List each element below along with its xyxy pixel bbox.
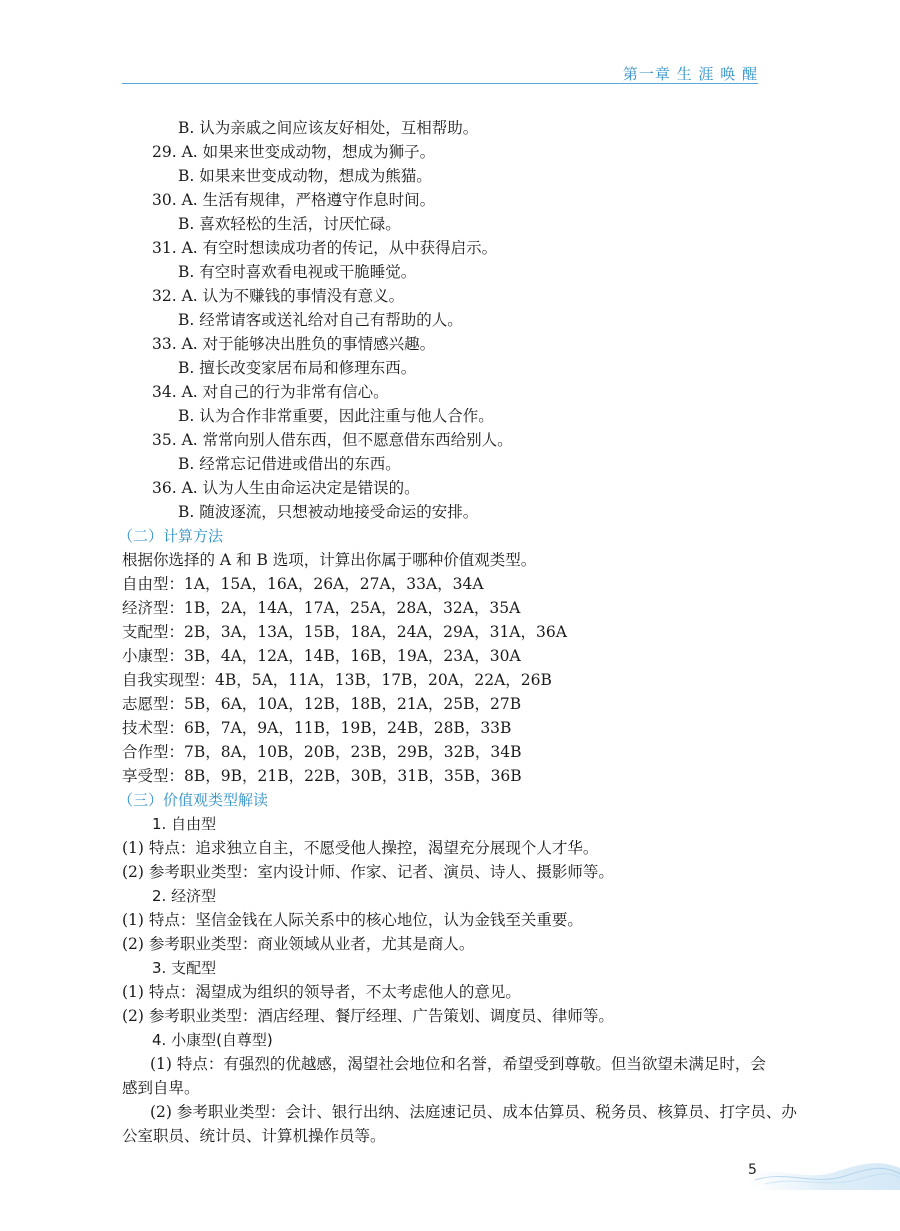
option-35a: 35. A. 常常向别人借东西，但不愿意借东西给别人。 [152,431,513,449]
type-list-item: 自由型：1A，15A，16A，26A，27A，33A，34A [122,575,484,593]
type-list-item: 志愿型：5B，6A，10A，12B，18B，21A，25B，27B [122,695,522,713]
wave-decoration-icon [745,1150,900,1190]
subsection-jobs: (2) 参考职业类型：室内设计师、作家、记者、演员、诗人、摄影师等。 [122,863,614,881]
subsection-jobs-cont: 公室职员、统计员、计算机操作员等。 [122,1127,386,1145]
type-list-item: 合作型：7B，8A，10B，20B，23B，29B，32B，34B [122,743,522,761]
subsection-jobs: (2) 参考职业类型：会计、银行出纳、法庭速记员、成本估算员、税务员、核算员、打字员、办 [150,1103,797,1121]
option-35b: B. 经常忘记借进或借出的东西。 [178,455,401,473]
subsection-feature: (1) 特点：有强烈的优越感，渴望社会地位和名誉，希望受到尊敬。但当欲望未满足时，会 [150,1055,766,1073]
subsection-title: 2. 经济型 [152,887,217,905]
subsection-jobs: (2) 参考职业类型：商业领域从业者，尤其是商人。 [122,935,475,953]
subsection-feature-cont: 感到自卑。 [122,1079,200,1097]
option-32a: 32. A. 认为不赚钱的事情没有意义。 [152,287,405,305]
option-31a: 31. A. 有空时想读成功者的传记，从中获得启示。 [152,239,498,257]
option-36a: 36. A. 认为人生由命运决定是错误的。 [152,479,420,497]
subsection-title: 1. 自由型 [152,815,217,833]
option-33a: 33. A. 对于能够决出胜负的事情感兴趣。 [152,335,436,353]
subsection-feature: (1) 特点：坚信金钱在人际关系中的核心地位，认为金钱至关重要。 [122,911,583,929]
option-30b: B. 喜欢轻松的生活，讨厌忙碌。 [178,215,401,233]
section-heading-calc: （二）计算方法 [118,527,224,545]
option-29b: B. 如果来世变成动物，想成为熊猫。 [178,167,432,185]
type-list-item: 支配型：2B，3A，13A，15B，18A，24A，29A，31A，36A [122,623,567,641]
subsection-feature: (1) 特点：追求独立自主，不愿受他人操控，渴望充分展现个人才华。 [122,839,599,857]
type-list-item: 自我实现型：4B，5A，11A，13B，17B，20A，22A，26B [122,671,552,689]
option-28b: B. 认为亲戚之间应该友好相处，互相帮助。 [178,119,479,137]
type-list-item: 经济型：1B，2A，14A，17A，25A，28A，32A，35A [122,599,521,617]
option-33b: B. 擅长改变家居布局和修理东西。 [178,359,417,377]
chapter-title: 第一章 生 涯 唤 醒 [622,65,758,83]
type-list-item: 小康型：3B，4A，12A，14B，16B，19A，23A，30A [122,647,521,665]
section-heading-interp: （三）价值观类型解读 [118,791,269,809]
option-36b: B. 随波逐流，只想被动地接受命运的安排。 [178,503,479,521]
option-34a: 34. A. 对自己的行为非常有信心。 [152,383,389,401]
subsection-feature: (1) 特点：渴望成为组织的领导者，不太考虑他人的意见。 [122,983,521,1001]
calc-intro: 根据你选择的 A 和 B 选项，计算出你属于哪种价值观类型。 [122,551,537,569]
option-34b: B. 认为合作非常重要，因此注重与他人合作。 [178,407,494,425]
subsection-jobs: (2) 参考职业类型：酒店经理、餐厅经理、广告策划、调度员、律师等。 [122,1007,614,1025]
subsection-title: 4. 小康型(自尊型) [152,1031,273,1049]
option-32b: B. 经常请客或送礼给对自己有帮助的人。 [178,311,463,329]
type-list-item: 享受型：8B，9B，21B，22B，30B，31B，35B，36B [122,767,522,785]
subsection-title: 3. 支配型 [152,959,217,977]
option-31b: B. 有空时喜欢看电视或干脆睡觉。 [178,263,417,281]
page-number: 5 [748,1162,757,1178]
option-30a: 30. A. 生活有规律，严格遵守作息时间。 [152,191,436,209]
option-29a: 29. A. 如果来世变成动物，想成为狮子。 [152,143,436,161]
type-list-item: 技术型：6B，7A，9A，11B，19B，24B，28B，33B [122,719,512,737]
